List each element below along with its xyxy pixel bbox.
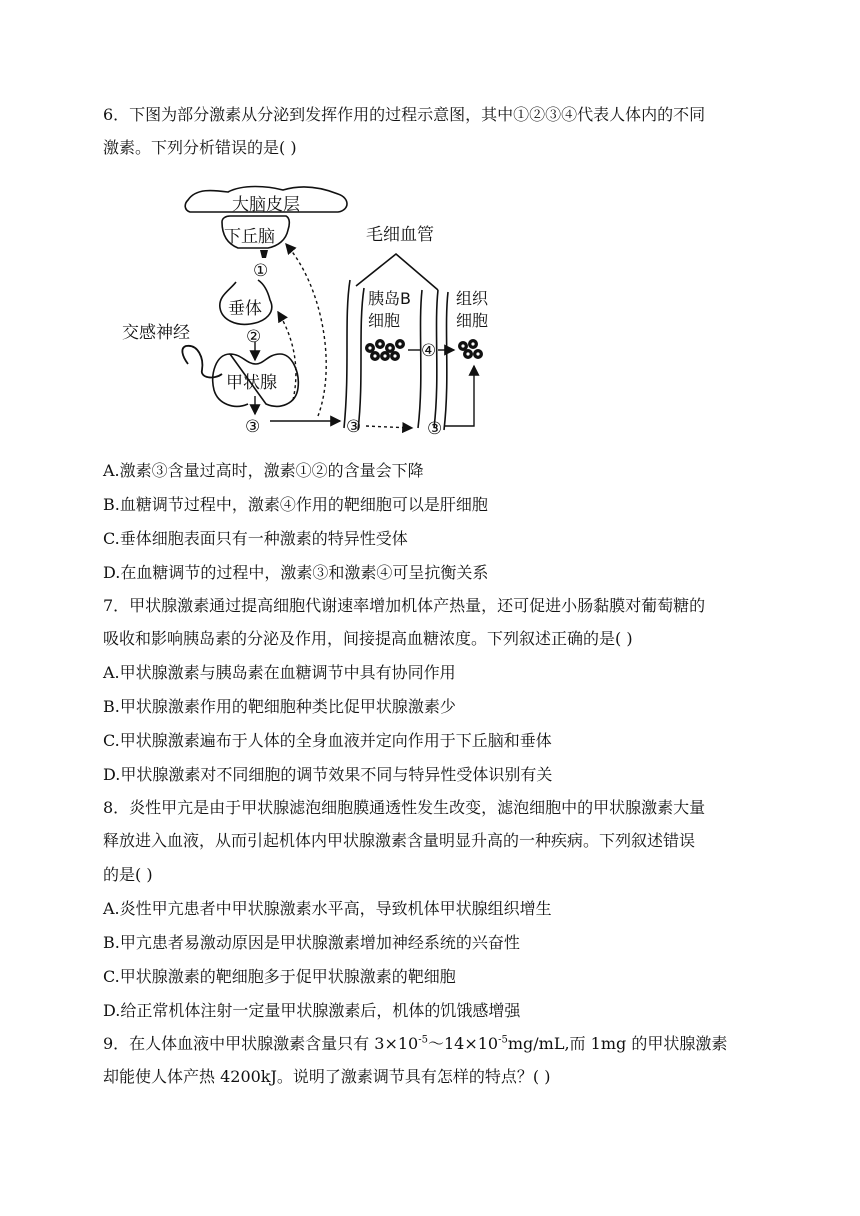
cortex-label: 大脑皮层 [232,195,300,215]
q6-option-a: A.激素③含量过高时，激素①②的含量会下降 [103,461,424,480]
arrow-3-dashed [366,426,412,428]
q9-stem-line2: 却能使人体产热 4200kJ。说明了激素调节具有怎样的特点？( ) [103,1067,551,1086]
tissue-label-line1: 组织 [456,289,489,308]
pituitary-label: 垂体 [228,299,262,319]
hormone-process-diagram [118,178,513,448]
q6-stem-line1: 6．下图为部分激素从分泌到发挥作用的过程示意图，其中①②③④代表人体内的不同 [103,105,706,124]
marker-3-source: ③ [245,417,261,437]
q6-option-c: C.垂体细胞表面只有一种激素的特异性受体 [103,529,408,548]
marker-4: ④ [421,341,437,361]
q9-part2: ～14×10 [427,1034,499,1053]
tissue-label-line2: 细胞 [456,311,489,330]
q7-option-c: C.甲状腺激素遍布于人体的全身血液并定向作用于下丘脑和垂体 [103,731,552,750]
q9-part3: mg/mL,而 1mg 的甲状腺激素 [507,1034,728,1053]
marker-1: ① [253,261,269,281]
q7-stem-line2: 吸收和影响胰岛素的分泌及作用，间接提高血糖浓度。下列叙述正确的是( ) [103,629,633,648]
capillary-roof [356,254,438,290]
q9-stem-line1 [103,1033,727,1055]
q7-stem-line1: 7．甲状腺激素通过提高细胞代谢速率增加机体产热量，还可促进小肠黏膜对葡萄糖的 [103,596,706,615]
q9-sup2: -5 [498,1034,508,1046]
feedback-to-hypothalamus [286,244,326,416]
islet-b-label-line2: 细胞 [368,311,401,330]
q8-option-b: B.甲亢患者易激动原因是甲状腺激素增加神经系统的兴奋性 [103,933,520,952]
q8-option-a: A.炎性甲亢患者中甲状腺激素水平高，导致机体甲状腺组织增生 [103,899,552,918]
q9-part1: 9．在人体血液中甲状腺激素含量只有 3×10 [103,1034,419,1053]
sympathetic-nerve-line [182,346,222,378]
capillary-wall-2 [358,288,364,430]
q8-option-d: D.给正常机体注射一定量甲状腺激素后，机体的饥饿感增强 [103,1001,521,1020]
tissue-wall [444,292,448,430]
q6-option-b: B.血糖调节过程中，激素④作用的靶细胞可以是肝细胞 [103,495,488,514]
capillary-wall-1 [344,280,350,428]
q7-option-b: B.甲状腺激素作用的靶细胞种类比促甲状腺激素少 [103,697,456,716]
marker-2: ② [246,327,262,347]
pituitary-stalk [260,250,268,258]
islet-b-cells [365,339,405,361]
q8-stem-line3: 的是( ) [103,865,153,884]
hypothalamus-label: 下丘脑 [224,227,275,247]
q9-sup1: -5 [418,1034,428,1046]
tissue-cells [458,339,483,359]
arrow-3-to-tissue [444,366,474,426]
q8-option-c: C.甲状腺激素的靶细胞多于促甲状腺激素的靶细胞 [103,967,456,986]
q6-stem-line2: 激素。下列分析错误的是( ) [103,138,297,157]
islet-b-label-line1: 胰岛B [368,289,411,308]
sympathetic-nerve-label: 交感神经 [122,323,190,343]
q8-stem-line2: 释放进入血液，从而引起机体内甲状腺激素含量明显升高的一种疾病。下列叙述错误 [103,831,696,850]
capillary-label: 毛细血管 [366,225,434,245]
marker-3-capillary: ③ [346,417,362,437]
q8-stem-line1: 8．炎性甲亢是由于甲状腺滤泡细胞膜通透性发生改变，滤泡细胞中的甲状腺激素大量 [103,798,706,817]
q7-option-d: D.甲状腺激素对不同细胞的调节效果不同与特异性受体识别有关 [103,765,553,784]
q7-option-a: A.甲状腺激素与胰岛素在血糖调节中具有协同作用 [103,663,456,682]
thyroid-label: 甲状腺 [226,373,277,393]
q6-option-d: D.在血糖调节的过程中，激素③和激素④可呈抗衡关系 [103,563,489,582]
marker-3-tissue: ③ [427,419,443,439]
